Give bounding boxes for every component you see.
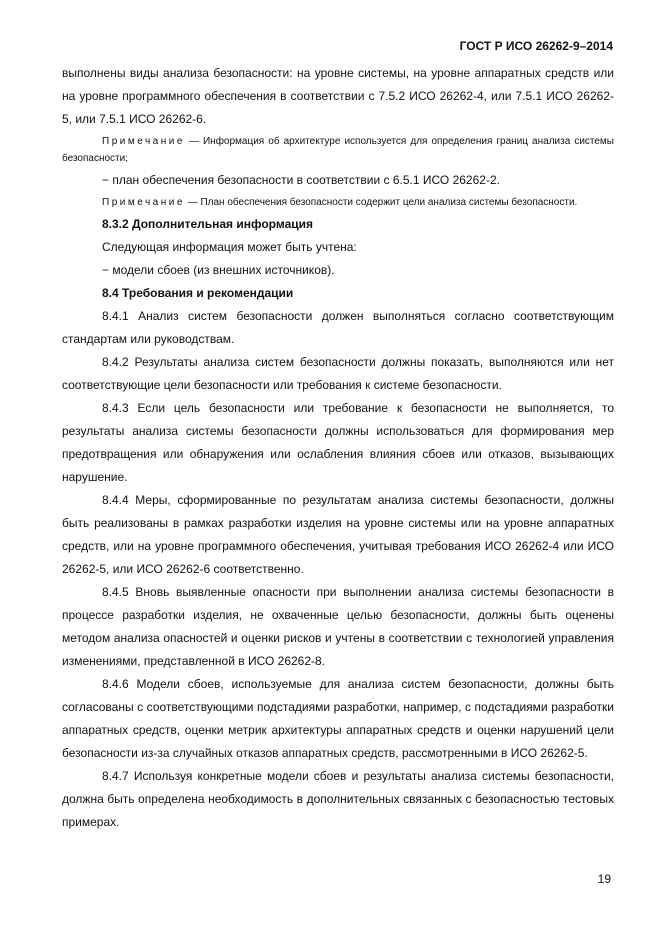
paragraph-8-4-4: 8.4.4 Меры, сформированные по результатам анализа системы безопасности, должны быть реализованы в рамках разработки изделия на уровне системы или на уровне аппаратных средств, или на уровне программного обеспечения, учитывая требования ИСО 26262-4 или ИСО 26262-5, или ИСО 26262-6 соответственно. [62, 493, 614, 576]
paragraph-8-4-6: 8.4.6 Модели сбоев, используемые для анализа систем безопасности, должны быть согласованы с соответствующими подстадиями разработки, например, с подстадиями разработки аппаратных средств, оценки метрик архитектуры аппаратных средств и оценки нарушений цели безопасности из-за случайных отказов аппаратных средств, рассмотренными в ИСО 26262-5. [62, 677, 614, 760]
list-item-fault-models: − модели сбоев (из внешних источников). [102, 263, 335, 277]
note-text: — План обеспечения безопасности содержит цели анализа системы безопасности. [184, 197, 578, 208]
paragraph-8-4-3: 8.4.3 Если цель безопасности или требование к безопасности не выполняется, то результаты анализа системы безопасности должны использоваться для формирования мер предотвращения или обнаружения или ослабления влияния сбоев или отказов, вызывающих нарушение. [62, 401, 614, 484]
paragraph-continuation: выполнены виды анализа безопасности: на уровне системы, на уровне аппаратных средств или на уровне программного обеспечения в соответствии с 7.5.2 ИСО 26262-4, или 7.5.1 ИСО 26262-5, или 7.5.1 ИСО 26262-6. [62, 66, 614, 126]
note-safety-plan [62, 194, 614, 211]
heading-8-4: 8.4 Требования и рекомендации [102, 286, 294, 300]
list-item-safety-plan: − план обеспечения безопасности в соответствии с 6.5.1 ИСО 26262-2. [102, 173, 500, 187]
paragraph-8-4-1: 8.4.1 Анализ систем безопасности должен выполняться согласно соответствующим стандартам или руководствам. [62, 309, 614, 346]
heading-8-3-2: 8.3.2 Дополнительная информация [102, 217, 314, 231]
standard-header: ГОСТ Р ИСО 26262-9–2014 [459, 39, 613, 53]
paragraph-8-4-5: 8.4.5 Вновь выявленные опасности при выполнении анализа системы безопасности в процессе разработки изделия, не охваченные целью безопасности, должны быть оценены методом анализа опасностей и оценки рисков и учтены в соответствии с технологией управления изменениями, представленной в ИСО 26262-8. [62, 585, 614, 668]
paragraph-8-3-2: Следующая информация может быть учтена: [102, 240, 357, 254]
note-label: Примечание [102, 197, 185, 208]
paragraph-8-4-7: 8.4.7 Используя конкретные модели сбоев и результаты анализа системы безопасности, должна быть определена необходимость в дополнительных связанных с безопасностью тестовых примерах. [62, 769, 614, 829]
page-number: 19 [597, 872, 611, 886]
paragraph-8-4-2: 8.4.2 Результаты анализа систем безопасности должны показать, выполняются или нет соответствующие цели безопасности или требования к системе безопасности. [62, 355, 614, 392]
note-architecture [62, 133, 614, 167]
note-text: — Информация об архитектуре используется для определения границ анализа системы безопасности; [62, 136, 614, 164]
note-label: Примечание [102, 136, 185, 147]
document-body [62, 62, 614, 834]
